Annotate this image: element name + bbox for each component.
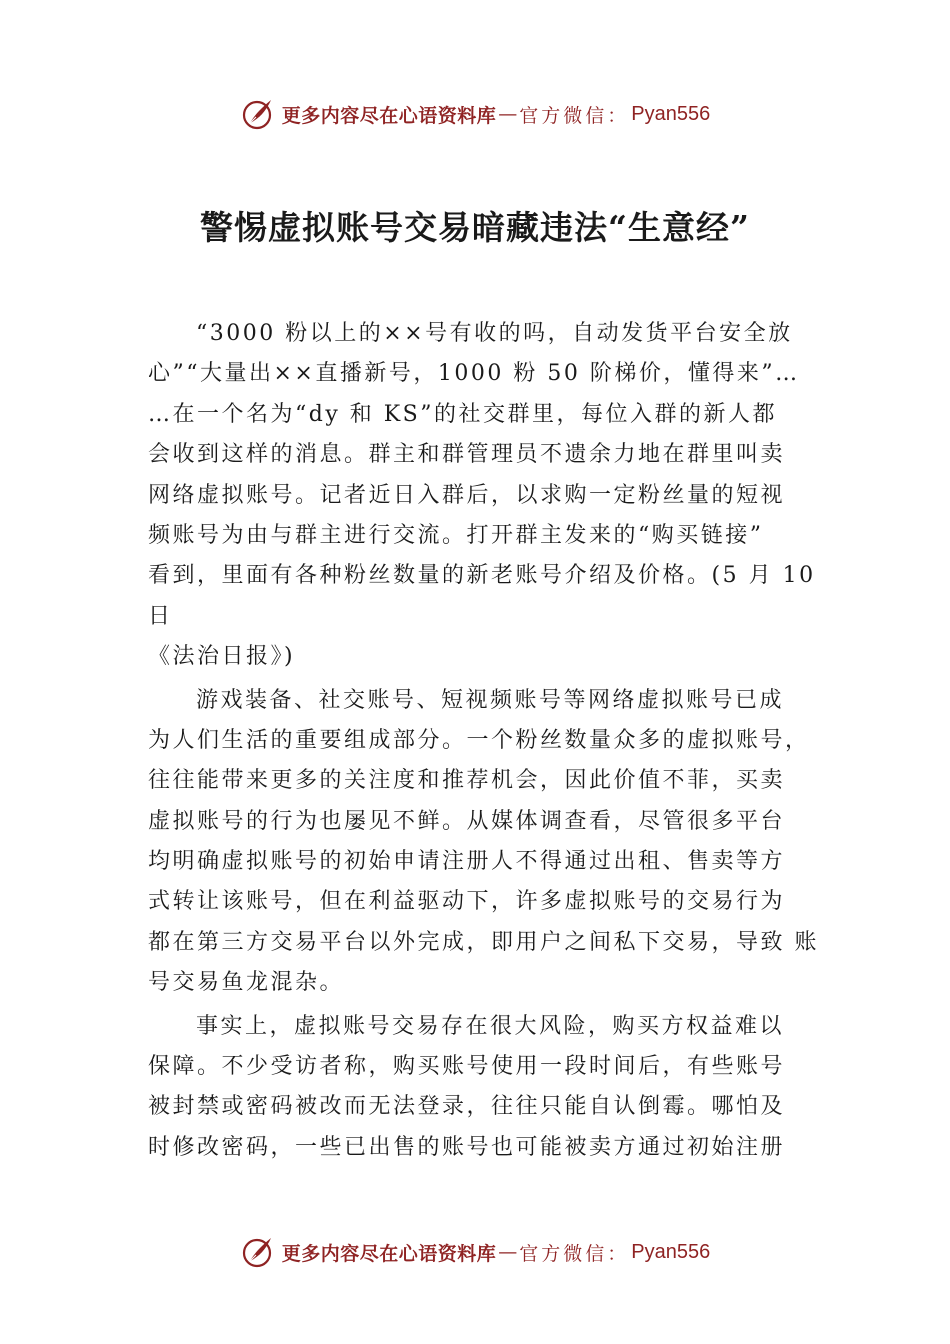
body-line: 《法治日报》) [148,644,296,670]
body-line: 心”“大量出××直播新号，1000 粉 50 阶梯价，懂得来”… [148,361,800,387]
footer-banner [0,1232,950,1272]
footer-banner-text [282,1239,711,1266]
body-line: “3000 粉以上的××号有收的吗，自动发货平台安全放 [196,321,793,346]
body-line: 式转让该账号，但在利益驱动下，许多虚拟账号的交易行为 [148,889,786,915]
body-line: 时修改密码，一些已出售的账号也可能被卖方通过初始注册 [148,1134,786,1160]
body-line: 网络虚拟账号。记者近日入群后，以求购一定粉丝量的短视 [148,482,786,508]
body-line: 频账号为由与群主进行交流。打开群主发来的“购买链接” [148,522,764,548]
body-line: 往往能带来更多的关注度和推荐机会，因此价值不菲，买卖 [148,768,786,794]
banner-dash: — [498,103,518,125]
body-line: 保障。不少受访者称，购买账号使用一段时间后，有些账号 [148,1054,786,1080]
body-line: …在一个名为“dy 和 KS”的社交群里，每位入群的新人都 [148,401,778,427]
banner-main-text: 更多内容尽在心语资料库 [281,104,497,127]
body-line: 看到，里面有各种粉丝数量的新老账号介绍及价格。(5 月 10 [148,563,816,589]
body-line: 号交易鱼龙混杂。 [148,970,345,996]
quill-logo-icon [240,1234,276,1270]
body-line: 游戏装备、社交账号、短视频账号等网络虚拟账号已成 [196,687,785,713]
article-title: 警惕虚拟账号交易暗藏违法“生意经” [200,208,750,247]
banner-label: 官方微信： [519,104,630,127]
banner-main-text: 更多内容尽在心语资料库 [281,1242,497,1265]
body-line: 日 [148,603,173,629]
banner-wechat-id: Pyan556 [631,1240,711,1263]
body-line: 会收到这样的消息。群主和群管理员不遗余力地在群里叫卖 [148,442,786,468]
body-line: 事实上，虚拟账号交易存在很大风险，购买方权益难以 [196,1013,785,1039]
body-line: 都在第三方交易平台以外完成，即用户之间私下交易，导致 账 [148,929,819,955]
body-line: 被封禁或密码被改而无法登录，往往只能自认倒霉。哪怕及 [148,1094,786,1120]
header-banner-text [282,101,711,128]
banner-dash: — [498,1241,518,1263]
body-line: 为人们生活的重要组成部分。一个粉丝数量众多的虚拟账号， [148,727,810,753]
article-body [148,314,838,1168]
header-banner [0,94,950,134]
body-line: 虚拟账号的行为也屡见不鲜。从媒体调查看，尽管很多平台 [148,808,786,834]
quill-logo-icon [240,96,276,132]
banner-label: 官方微信： [519,1242,630,1265]
body-line: 均明确虚拟账号的初始申请注册人不得通过出租、售卖等方 [148,849,786,875]
banner-wechat-id: Pyan556 [631,102,711,125]
